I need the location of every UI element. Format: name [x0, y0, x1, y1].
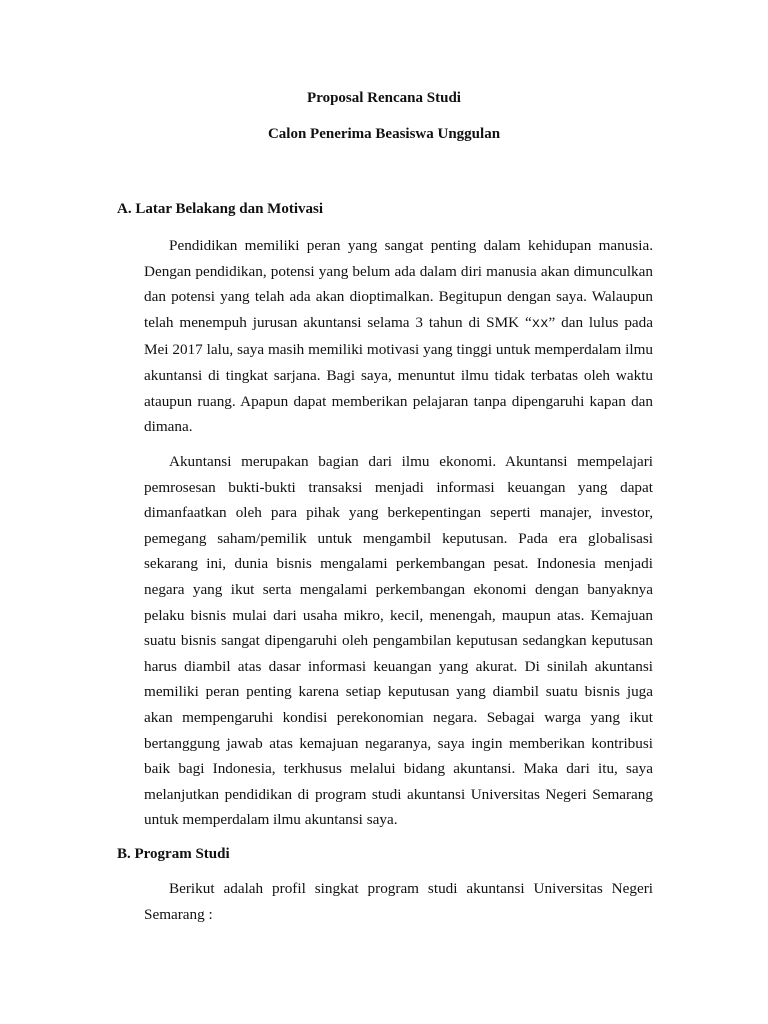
section-b-heading: B. Program Studi [117, 846, 230, 862]
section-a-heading: A. Latar Belakang dan Motivasi [117, 201, 323, 217]
section-a-paragraph-2: Akuntansi merupakan bagian dari ilmu ekonomi. Akuntansi mempelajari pemrosesan bukti-bukti transaksi menjadi informasi keuangan yang dapat dimanfaatkan oleh para pihak yang berkepentingan seperti manajer, investor, pemegang saham/pemilik untuk mengambil keputusan. Pada era globalisasi sekarang ini, dunia bisnis mengalami perkembangan pesat. Indonesia menjadi negara yang ikut serta mengalami perkembangan ekonomi dengan banyaknya pelaku bisnis mulai dari usaha mikro, kecil, menengah, maupun atas. Kemajuan suatu bisnis sangat dipengaruhi oleh pengambilan keputusan sedangkan keputusan harus diambil atas dasar informasi keuangan yang akurat. Di sinilah akuntansi memiliki peran penting karena setiap keputusan yang diambil suatu bisnis juga akan mempengaruhi kondisi perekonomian negara. Sebagai warga yang ikut bertanggung jawab atas kemajuan negaranya, saya ingin memberikan kontribusi baik bagi Indonesia, terkhusus melalui bidang akuntansi. Maka dari itu, saya melanjutkan pendidikan di program studi akuntansi Universitas Negeri Semarang untuk memperdalam ilmu akuntansi saya. [144, 453, 653, 829]
document-title: Proposal Rencana Studi [307, 90, 461, 106]
section-a-paragraph-1 [144, 233, 653, 440]
paragraph-text: ” dan lulus pada Mei 2017 lalu, saya masih memiliki motivasi yang tinggi untuk memperdalam ilmu akuntansi di tingkat sarjana. Bagi saya, menuntut ilmu tidak terbatas oleh waktu ataupun ruang. Apapun dapat memberikan pelajaran tanpa dipengaruhi kapan dan dimana. [144, 313, 653, 436]
section-b-paragraph-1: Berikut adalah profil singkat program studi akuntansi Universitas Negeri Semarang : [144, 880, 653, 923]
document-subtitle: Calon Penerima Beasiswa Unggulan [267, 126, 501, 142]
paragraph-text: Pendidikan memiliki peran yang sangat penting dalam kehidupan manusia. Dengan pendidikan, potensi yang belum ada dalam diri manusia akan dimunculkan dan potensi yang telah ada akan dioptimalkan. Begitupun dengan saya. Walaupun telah menempuh jurusan akuntansi selama 3 tahun di SMK “ [144, 237, 653, 331]
school-code: xx [531, 315, 549, 332]
